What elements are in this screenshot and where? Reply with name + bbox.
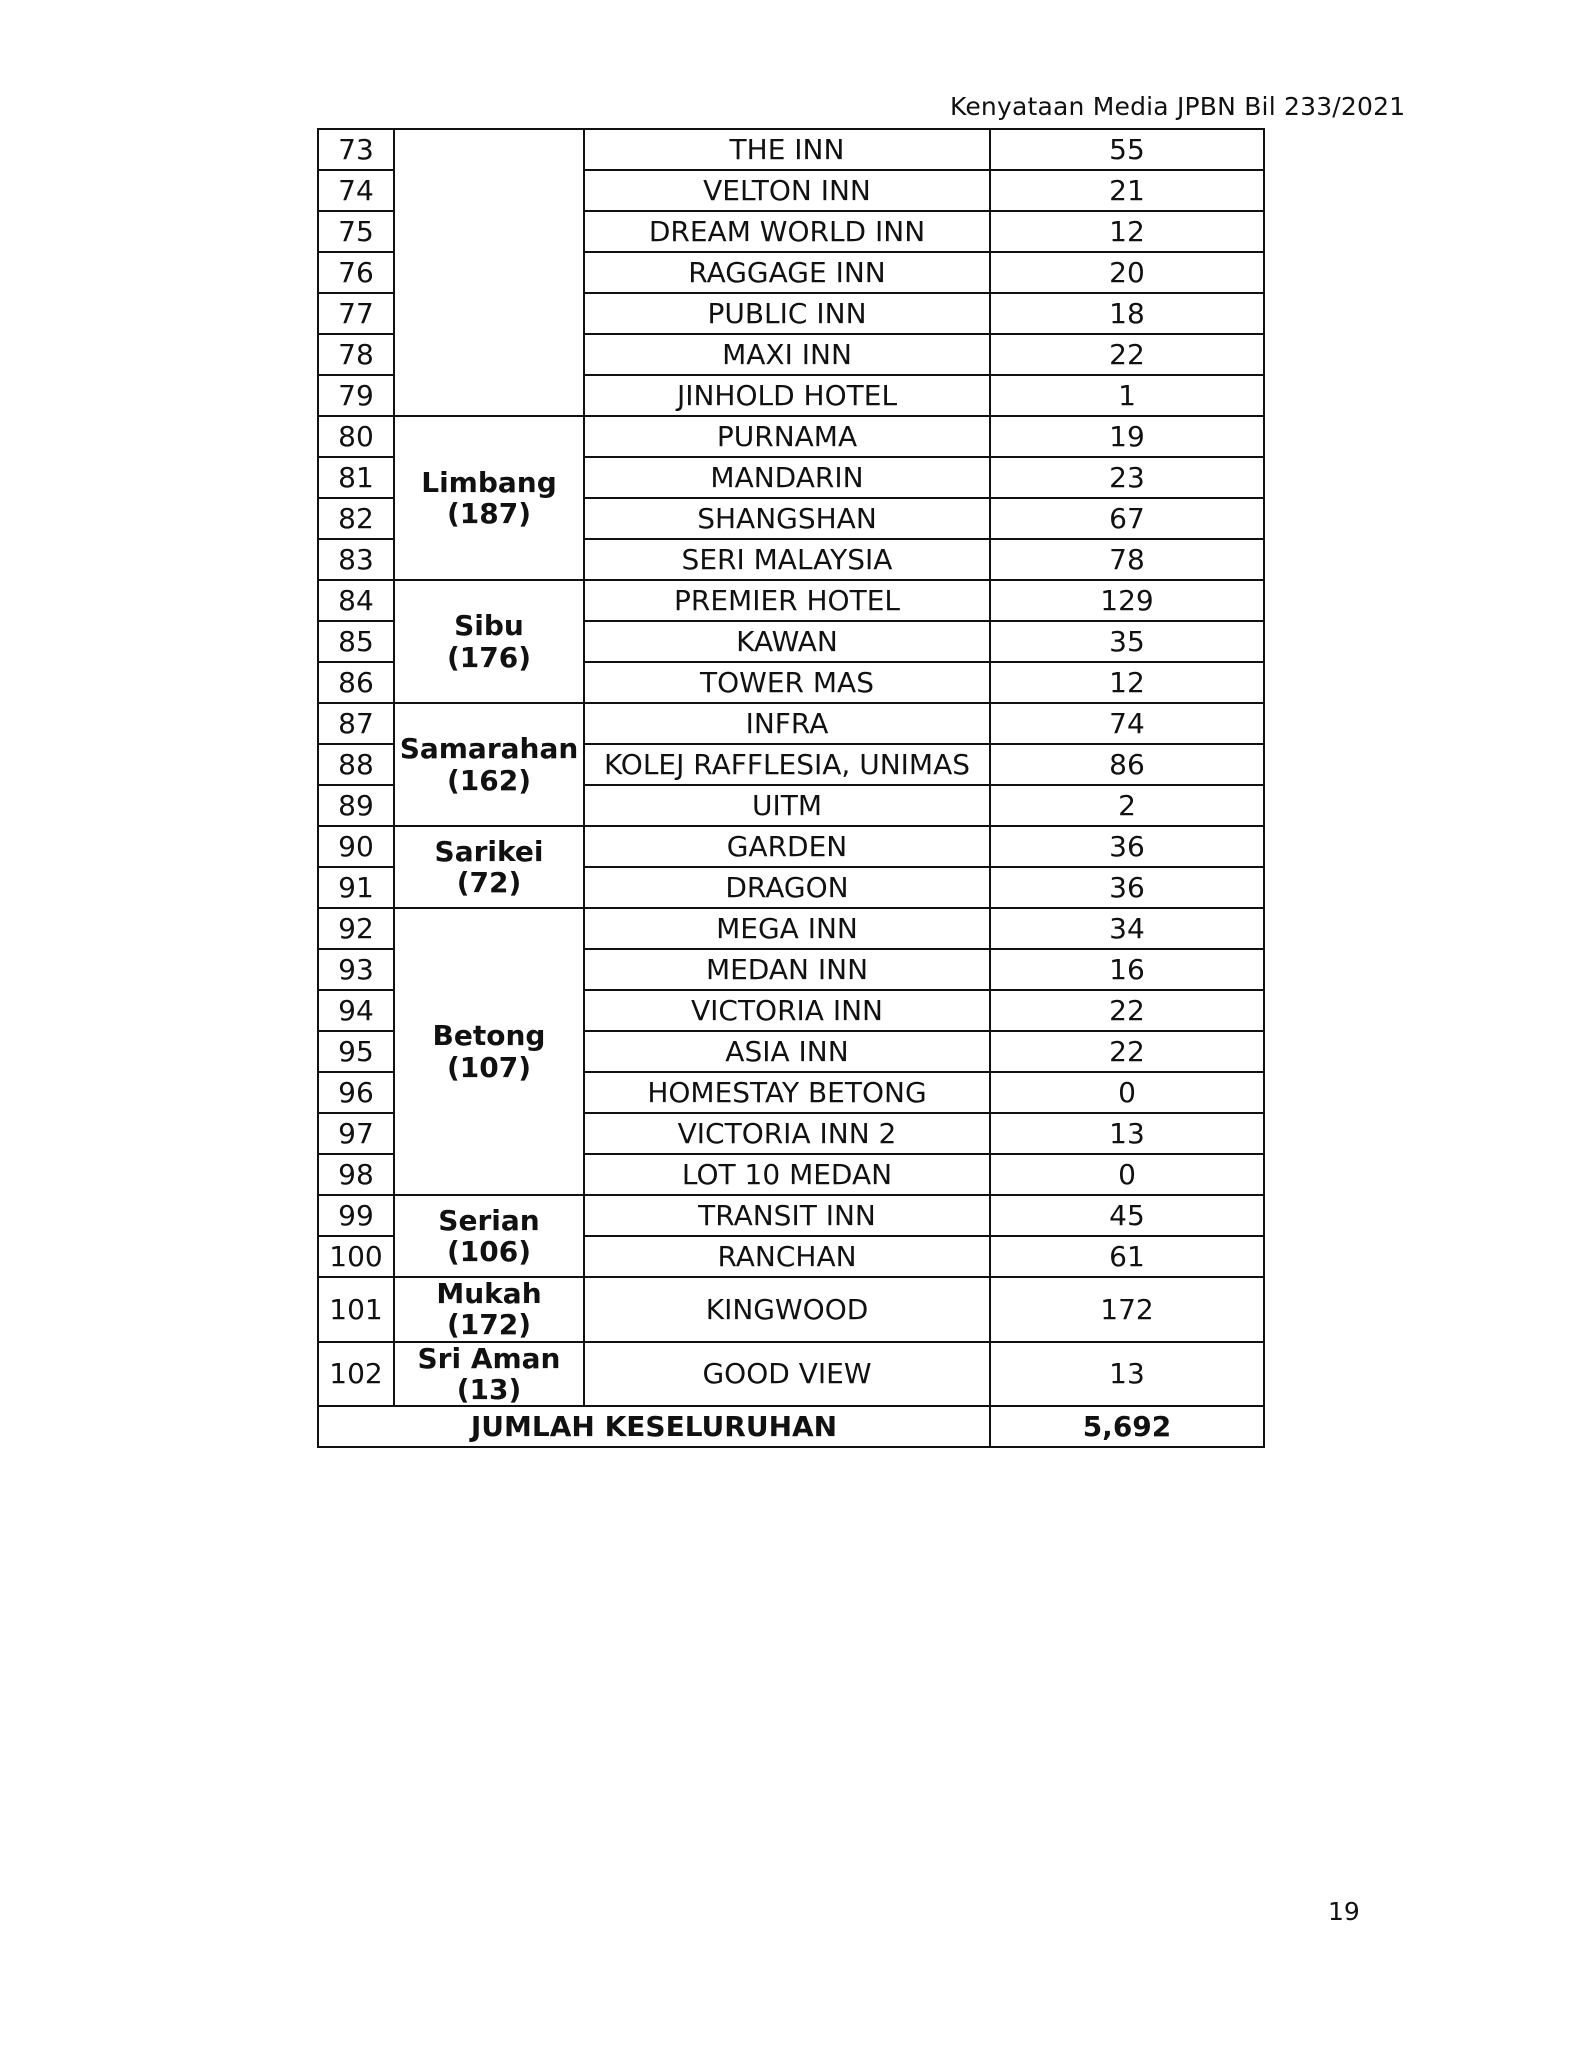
row-number: 83 — [318, 539, 394, 580]
district-name: Serian — [438, 1203, 540, 1237]
table-row — [318, 416, 1264, 457]
total-row — [318, 1406, 1264, 1447]
district-name: Sri Aman — [417, 1341, 561, 1375]
table-row — [318, 1277, 1264, 1342]
header-reference: Kenyataan Media JPBN Bil 233/2021 — [950, 92, 1406, 121]
district-name: Mukah — [436, 1277, 542, 1310]
district-name: Sarikei — [434, 834, 544, 868]
row-number: 75 — [318, 211, 394, 252]
district-name: Sibu — [454, 609, 524, 643]
row-number: 93 — [318, 949, 394, 990]
row-number: 97 — [318, 1113, 394, 1154]
row-number: 88 — [318, 744, 394, 785]
hotel-name: KOLEJ RAFFLESIA, UNIMAS — [584, 744, 990, 785]
row-number: 74 — [318, 170, 394, 211]
hotel-name: JINHOLD HOTEL — [584, 375, 990, 416]
table-row — [318, 129, 1264, 170]
hotel-count: 12 — [990, 211, 1264, 252]
district-count: (162) — [446, 763, 532, 797]
hotel-count: 172 — [990, 1277, 1264, 1342]
hotel-count: 129 — [990, 580, 1264, 621]
district-cell — [394, 703, 584, 826]
hotel-count: 55 — [990, 129, 1264, 170]
hotel-count: 12 — [990, 662, 1264, 703]
hotel-name: VICTORIA INN — [584, 990, 990, 1031]
hotel-count: 86 — [990, 744, 1264, 785]
row-number: 79 — [318, 375, 394, 416]
hotel-name: KAWAN — [584, 621, 990, 662]
district-count: (172) — [446, 1308, 532, 1342]
hotel-count: 23 — [990, 457, 1264, 498]
row-number: 102 — [318, 1342, 394, 1407]
district-cell — [394, 416, 584, 580]
table-row — [318, 580, 1264, 621]
district-count: (72) — [456, 866, 522, 899]
hotel-count: 78 — [990, 539, 1264, 580]
hotel-name: SERI MALAYSIA — [584, 539, 990, 580]
hotel-count: 22 — [990, 990, 1264, 1031]
hotel-count: 34 — [990, 908, 1264, 949]
hotel-name: TRANSIT INN — [584, 1195, 990, 1236]
district-cell — [394, 908, 584, 1195]
hotel-name: TOWER MAS — [584, 662, 990, 703]
hotel-name: VELTON INN — [584, 170, 990, 211]
row-number: 80 — [318, 416, 394, 457]
table-row — [318, 1342, 1264, 1407]
district-cell — [394, 580, 584, 703]
row-number: 89 — [318, 785, 394, 826]
row-number: 82 — [318, 498, 394, 539]
district-cell — [394, 1277, 584, 1342]
hotel-count: 35 — [990, 621, 1264, 662]
row-number: 98 — [318, 1154, 394, 1195]
quarantine-hotel-table — [317, 128, 1265, 1448]
hotel-count: 45 — [990, 1195, 1264, 1236]
district-cell — [394, 826, 584, 908]
hotel-name: PUBLIC INN — [584, 293, 990, 334]
row-number: 100 — [318, 1236, 394, 1277]
hotel-name: PREMIER HOTEL — [584, 580, 990, 621]
hotel-count: 16 — [990, 949, 1264, 990]
hotel-name: GARDEN — [584, 826, 990, 867]
hotel-count: 1 — [990, 375, 1264, 416]
row-number: 81 — [318, 457, 394, 498]
hotel-name: RAGGAGE INN — [584, 252, 990, 293]
hotel-name: GOOD VIEW — [584, 1342, 990, 1407]
hotel-count: 22 — [990, 1031, 1264, 1072]
hotel-count: 18 — [990, 293, 1264, 334]
hotel-count: 0 — [990, 1154, 1264, 1195]
table-row — [318, 1195, 1264, 1236]
district-name: Samarahan — [399, 732, 579, 766]
hotel-name: DREAM WORLD INN — [584, 211, 990, 252]
row-number: 95 — [318, 1031, 394, 1072]
hotel-count: 22 — [990, 334, 1264, 375]
table-row — [318, 826, 1264, 867]
hotel-count: 36 — [990, 826, 1264, 867]
table-body — [318, 129, 1264, 1447]
total-value: 5,692 — [990, 1406, 1264, 1447]
hotel-name: PURNAMA — [584, 416, 990, 457]
district-cell — [394, 129, 584, 416]
row-number: 76 — [318, 252, 394, 293]
hotel-name: RANCHAN — [584, 1236, 990, 1277]
hotel-name: KINGWOOD — [584, 1277, 990, 1342]
hotel-name: MEGA INN — [584, 908, 990, 949]
row-number: 92 — [318, 908, 394, 949]
row-number: 101 — [318, 1277, 394, 1342]
hotel-count: 0 — [990, 1072, 1264, 1113]
row-number: 85 — [318, 621, 394, 662]
row-number: 96 — [318, 1072, 394, 1113]
hotel-name: VICTORIA INN 2 — [584, 1113, 990, 1154]
hotel-name: LOT 10 MEDAN — [584, 1154, 990, 1195]
row-number: 86 — [318, 662, 394, 703]
hotel-name: SHANGSHAN — [584, 498, 990, 539]
row-number: 91 — [318, 867, 394, 908]
hotel-count: 21 — [990, 170, 1264, 211]
district-cell — [394, 1342, 584, 1407]
row-number: 99 — [318, 1195, 394, 1236]
hotel-count: 13 — [990, 1113, 1264, 1154]
table-row — [318, 908, 1264, 949]
hotel-name: MAXI INN — [584, 334, 990, 375]
row-number: 84 — [318, 580, 394, 621]
hotel-name: MANDARIN — [584, 457, 990, 498]
hotel-count: 19 — [990, 416, 1264, 457]
row-number: 78 — [318, 334, 394, 375]
district-count: (106) — [446, 1235, 532, 1268]
hotel-name: HOMESTAY BETONG — [584, 1072, 990, 1113]
page-number: 19 — [1328, 1897, 1360, 1926]
hotel-name: MEDAN INN — [584, 949, 990, 990]
hotel-count: 61 — [990, 1236, 1264, 1277]
district-count: (176) — [446, 640, 532, 674]
hotel-name: THE INN — [584, 129, 990, 170]
hotel-count: 13 — [990, 1342, 1264, 1407]
table-row — [318, 703, 1264, 744]
hotel-count: 20 — [990, 252, 1264, 293]
hotel-count: 36 — [990, 867, 1264, 908]
hotel-name: UITM — [584, 785, 990, 826]
hotel-count: 67 — [990, 498, 1264, 539]
district-count: (13) — [456, 1373, 522, 1407]
district-cell — [394, 1195, 584, 1277]
row-number: 90 — [318, 826, 394, 867]
total-label: JUMLAH KESELURUHAN — [318, 1406, 990, 1447]
district-count: (187) — [446, 497, 532, 530]
hotel-name: DRAGON — [584, 867, 990, 908]
district-count: (107) — [446, 1050, 532, 1084]
row-number: 87 — [318, 703, 394, 744]
hotel-count: 2 — [990, 785, 1264, 826]
district-name: Betong — [432, 1019, 546, 1053]
row-number: 94 — [318, 990, 394, 1031]
hotel-name: ASIA INN — [584, 1031, 990, 1072]
row-number: 73 — [318, 129, 394, 170]
hotel-count: 74 — [990, 703, 1264, 744]
row-number: 77 — [318, 293, 394, 334]
district-name: Limbang — [421, 465, 557, 499]
hotel-name: INFRA — [584, 703, 990, 744]
